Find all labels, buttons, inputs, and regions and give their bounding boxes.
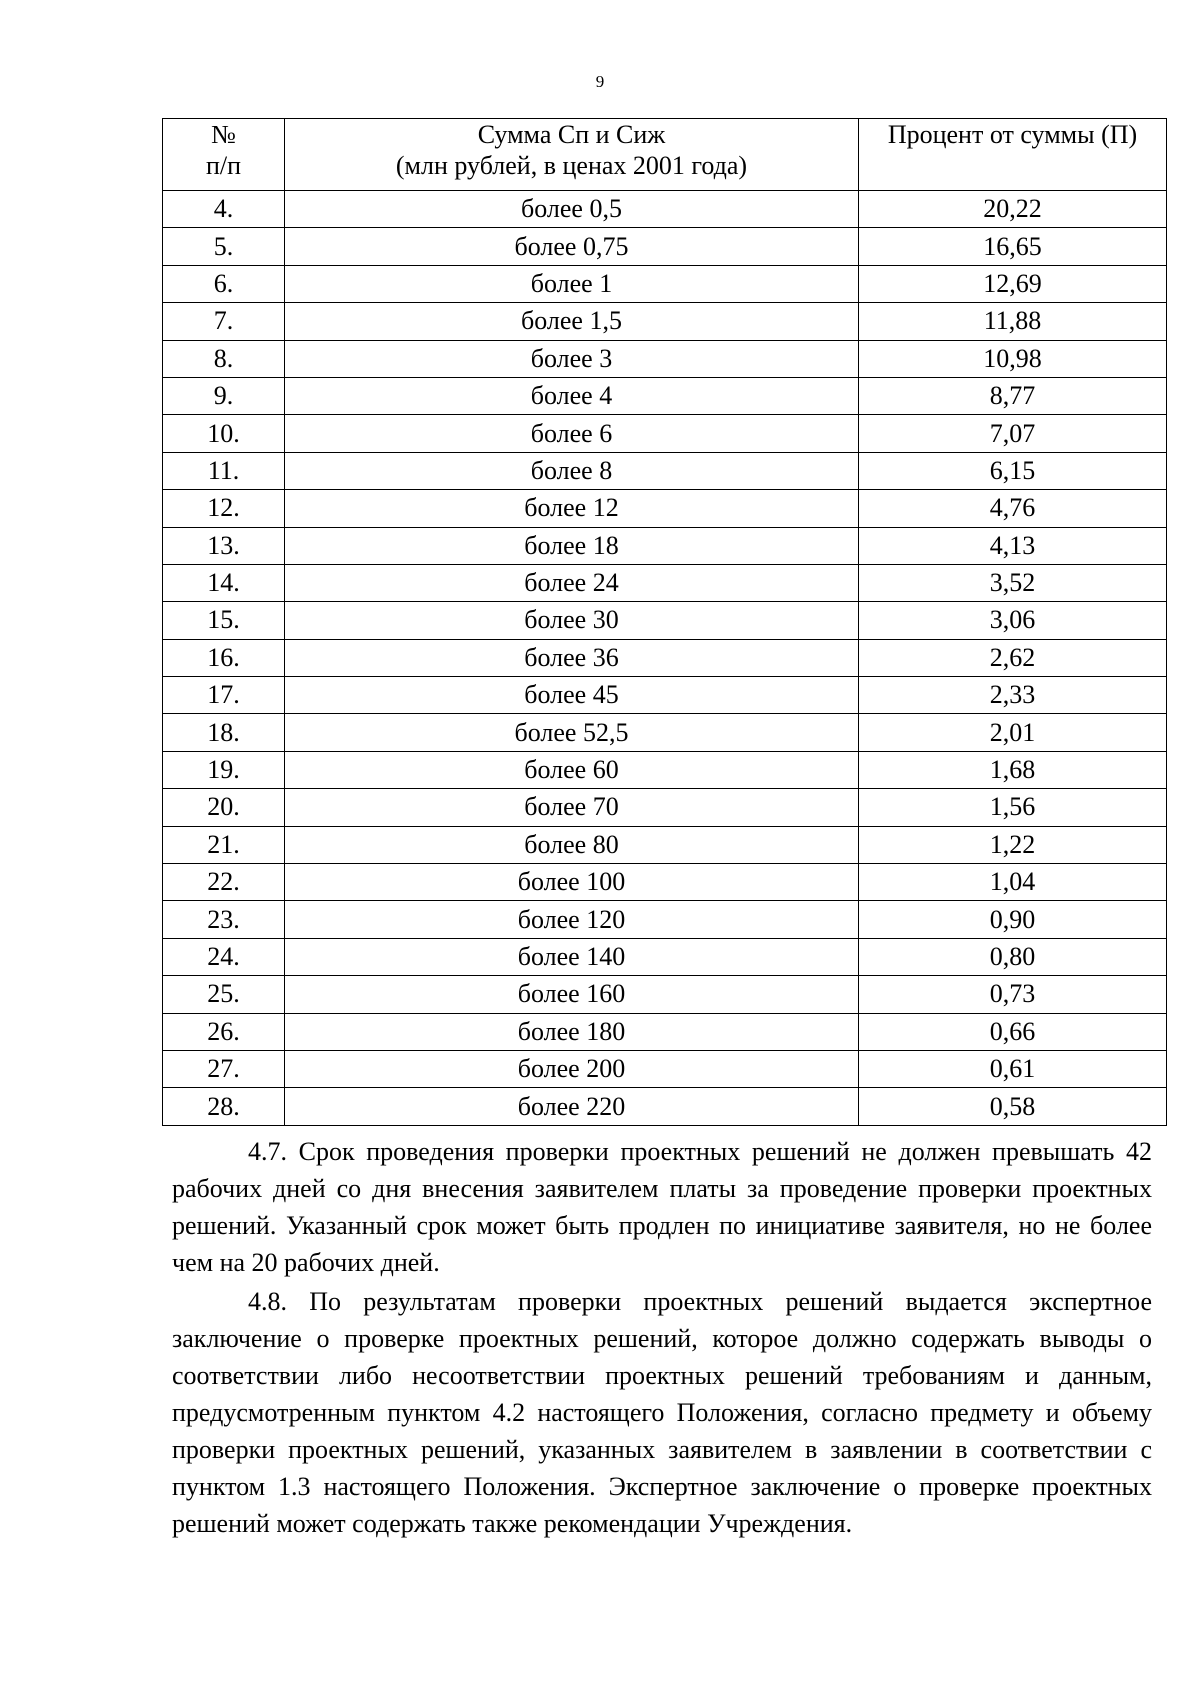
percent-cell: 0,66 [859,1013,1167,1050]
percent-cell: 20,22 [859,191,1167,228]
row-number-cell: 19. [163,751,285,788]
sum-threshold-cell: более 45 [285,677,859,714]
row-number-cell: 5. [163,228,285,265]
row-number-cell: 11. [163,452,285,489]
tariff-table [162,118,1167,1126]
sum-threshold-cell: более 1 [285,265,859,302]
percent-cell: 0,80 [859,938,1167,975]
percent-cell: 2,62 [859,639,1167,676]
sum-threshold-cell: более 30 [285,602,859,639]
row-number-cell: 13. [163,527,285,564]
tariff-table-container [162,118,1166,1126]
percent-cell: 6,15 [859,452,1167,489]
row-number-cell: 7. [163,303,285,340]
table-row [163,639,1167,676]
table-row [163,789,1167,826]
row-number-cell: 28. [163,1088,285,1125]
page-number: 9 [595,72,605,91]
table-header [163,119,1167,191]
table-row [163,490,1167,527]
sum-threshold-cell: более 70 [285,789,859,826]
row-number-cell: 24. [163,938,285,975]
percent-cell: 0,58 [859,1088,1167,1125]
percent-cell: 10,98 [859,340,1167,377]
percent-cell: 1,68 [859,751,1167,788]
row-number-cell: 17. [163,677,285,714]
sum-threshold-cell: более 4 [285,377,859,414]
table-row [163,864,1167,901]
sum-threshold-cell: более 8 [285,452,859,489]
percent-cell: 7,07 [859,415,1167,452]
percent-cell: 3,52 [859,564,1167,601]
row-number-cell: 12. [163,490,285,527]
table-row [163,452,1167,489]
sum-threshold-cell: более 220 [285,1088,859,1125]
percent-cell: 2,01 [859,714,1167,751]
header-percent-label: Процент от суммы (П) [887,120,1138,149]
sum-threshold-cell: более 180 [285,1013,859,1050]
table-row [163,938,1167,975]
table-row [163,901,1167,938]
table-row [163,602,1167,639]
row-number-cell: 15. [163,602,285,639]
percent-cell: 12,69 [859,265,1167,302]
sum-threshold-cell: более 12 [285,490,859,527]
paragraph-4-8: 4.8. По результатам проверки проектных решений выдается экспертное заключение о проверке проектных решений, которое должно содержать выводы о соответствии либо несоответствии проектных решений требованиям и данным, предусмотренным пунктом 4.2 настоящего Положения, согласно предмету и объему проверки проектных решений, указанных заявителем в заявлении в соответствии с пунктом 1.3 настоящего Положения. Экспертное заключение о проверке проектных решений может содержать также рекомендации Учреждения. [172,1287,1152,1538]
sum-threshold-cell: более 3 [285,340,859,377]
header-num-line1: № [211,120,236,149]
percent-cell: 16,65 [859,228,1167,265]
sum-threshold-cell: более 0,5 [285,191,859,228]
table-row [163,340,1167,377]
sum-threshold-cell: более 36 [285,639,859,676]
percent-cell: 1,04 [859,864,1167,901]
header-row-number [163,119,285,191]
row-number-cell: 21. [163,826,285,863]
sum-threshold-cell: более 18 [285,527,859,564]
table-row [163,976,1167,1013]
percent-cell: 0,90 [859,901,1167,938]
percent-cell: 4,13 [859,527,1167,564]
sum-threshold-cell: более 80 [285,826,859,863]
row-number-cell: 20. [163,789,285,826]
row-number-cell: 8. [163,340,285,377]
sum-threshold-cell: более 52,5 [285,714,859,751]
row-number-cell: 27. [163,1050,285,1087]
sum-threshold-cell: более 120 [285,901,859,938]
percent-cell: 8,77 [859,377,1167,414]
header-num-line2: п/п [205,151,242,180]
table-row [163,826,1167,863]
percent-cell: 3,06 [859,602,1167,639]
table-header-row [163,119,1167,191]
table-row [163,1013,1167,1050]
row-number-cell: 10. [163,415,285,452]
row-number-cell: 9. [163,377,285,414]
table-row [163,377,1167,414]
percent-cell: 0,61 [859,1050,1167,1087]
table-row [163,228,1167,265]
sum-threshold-cell: более 160 [285,976,859,1013]
percent-cell: 1,56 [859,789,1167,826]
percent-cell: 4,76 [859,490,1167,527]
body-text [172,1133,1152,1544]
sum-threshold-cell: более 140 [285,938,859,975]
table-row [163,191,1167,228]
table-row [163,677,1167,714]
table-row [163,751,1167,788]
percent-cell: 2,33 [859,677,1167,714]
header-sum-line1: Сумма Сп и Сиж [477,120,666,149]
table-row [163,303,1167,340]
row-number-cell: 26. [163,1013,285,1050]
row-number-cell: 6. [163,265,285,302]
table-body [163,191,1167,1126]
sum-threshold-cell: более 60 [285,751,859,788]
row-number-cell: 25. [163,976,285,1013]
row-number-cell: 18. [163,714,285,751]
sum-threshold-cell: более 200 [285,1050,859,1087]
row-number-cell: 14. [163,564,285,601]
sum-threshold-cell: более 24 [285,564,859,601]
row-number-cell: 22. [163,864,285,901]
sum-threshold-cell: более 6 [285,415,859,452]
table-row [163,714,1167,751]
table-row [163,1050,1167,1087]
percent-cell: 11,88 [859,303,1167,340]
sum-threshold-cell: более 1,5 [285,303,859,340]
row-number-cell: 4. [163,191,285,228]
table-row [163,415,1167,452]
table-row [163,564,1167,601]
table-row [163,1088,1167,1125]
row-number-cell: 16. [163,639,285,676]
row-number-cell: 23. [163,901,285,938]
sum-threshold-cell: более 0,75 [285,228,859,265]
table-row [163,265,1167,302]
header-sum-line2: (млн рублей, в ценах 2001 года) [395,151,748,180]
header-percent [859,119,1167,191]
sum-threshold-cell: более 100 [285,864,859,901]
paragraph-4-7: 4.7. Срок проведения проверки проектных решений не должен превышать 42 рабочих дней со дня внесения заявителем платы за проведение проверки проектных решений. Указанный срок может быть продлен по инициативе заявителя, но не более чем на 20 рабочих дней. [172,1137,1152,1277]
percent-cell: 1,22 [859,826,1167,863]
table-row [163,527,1167,564]
header-sum [285,119,859,191]
percent-cell: 0,73 [859,976,1167,1013]
